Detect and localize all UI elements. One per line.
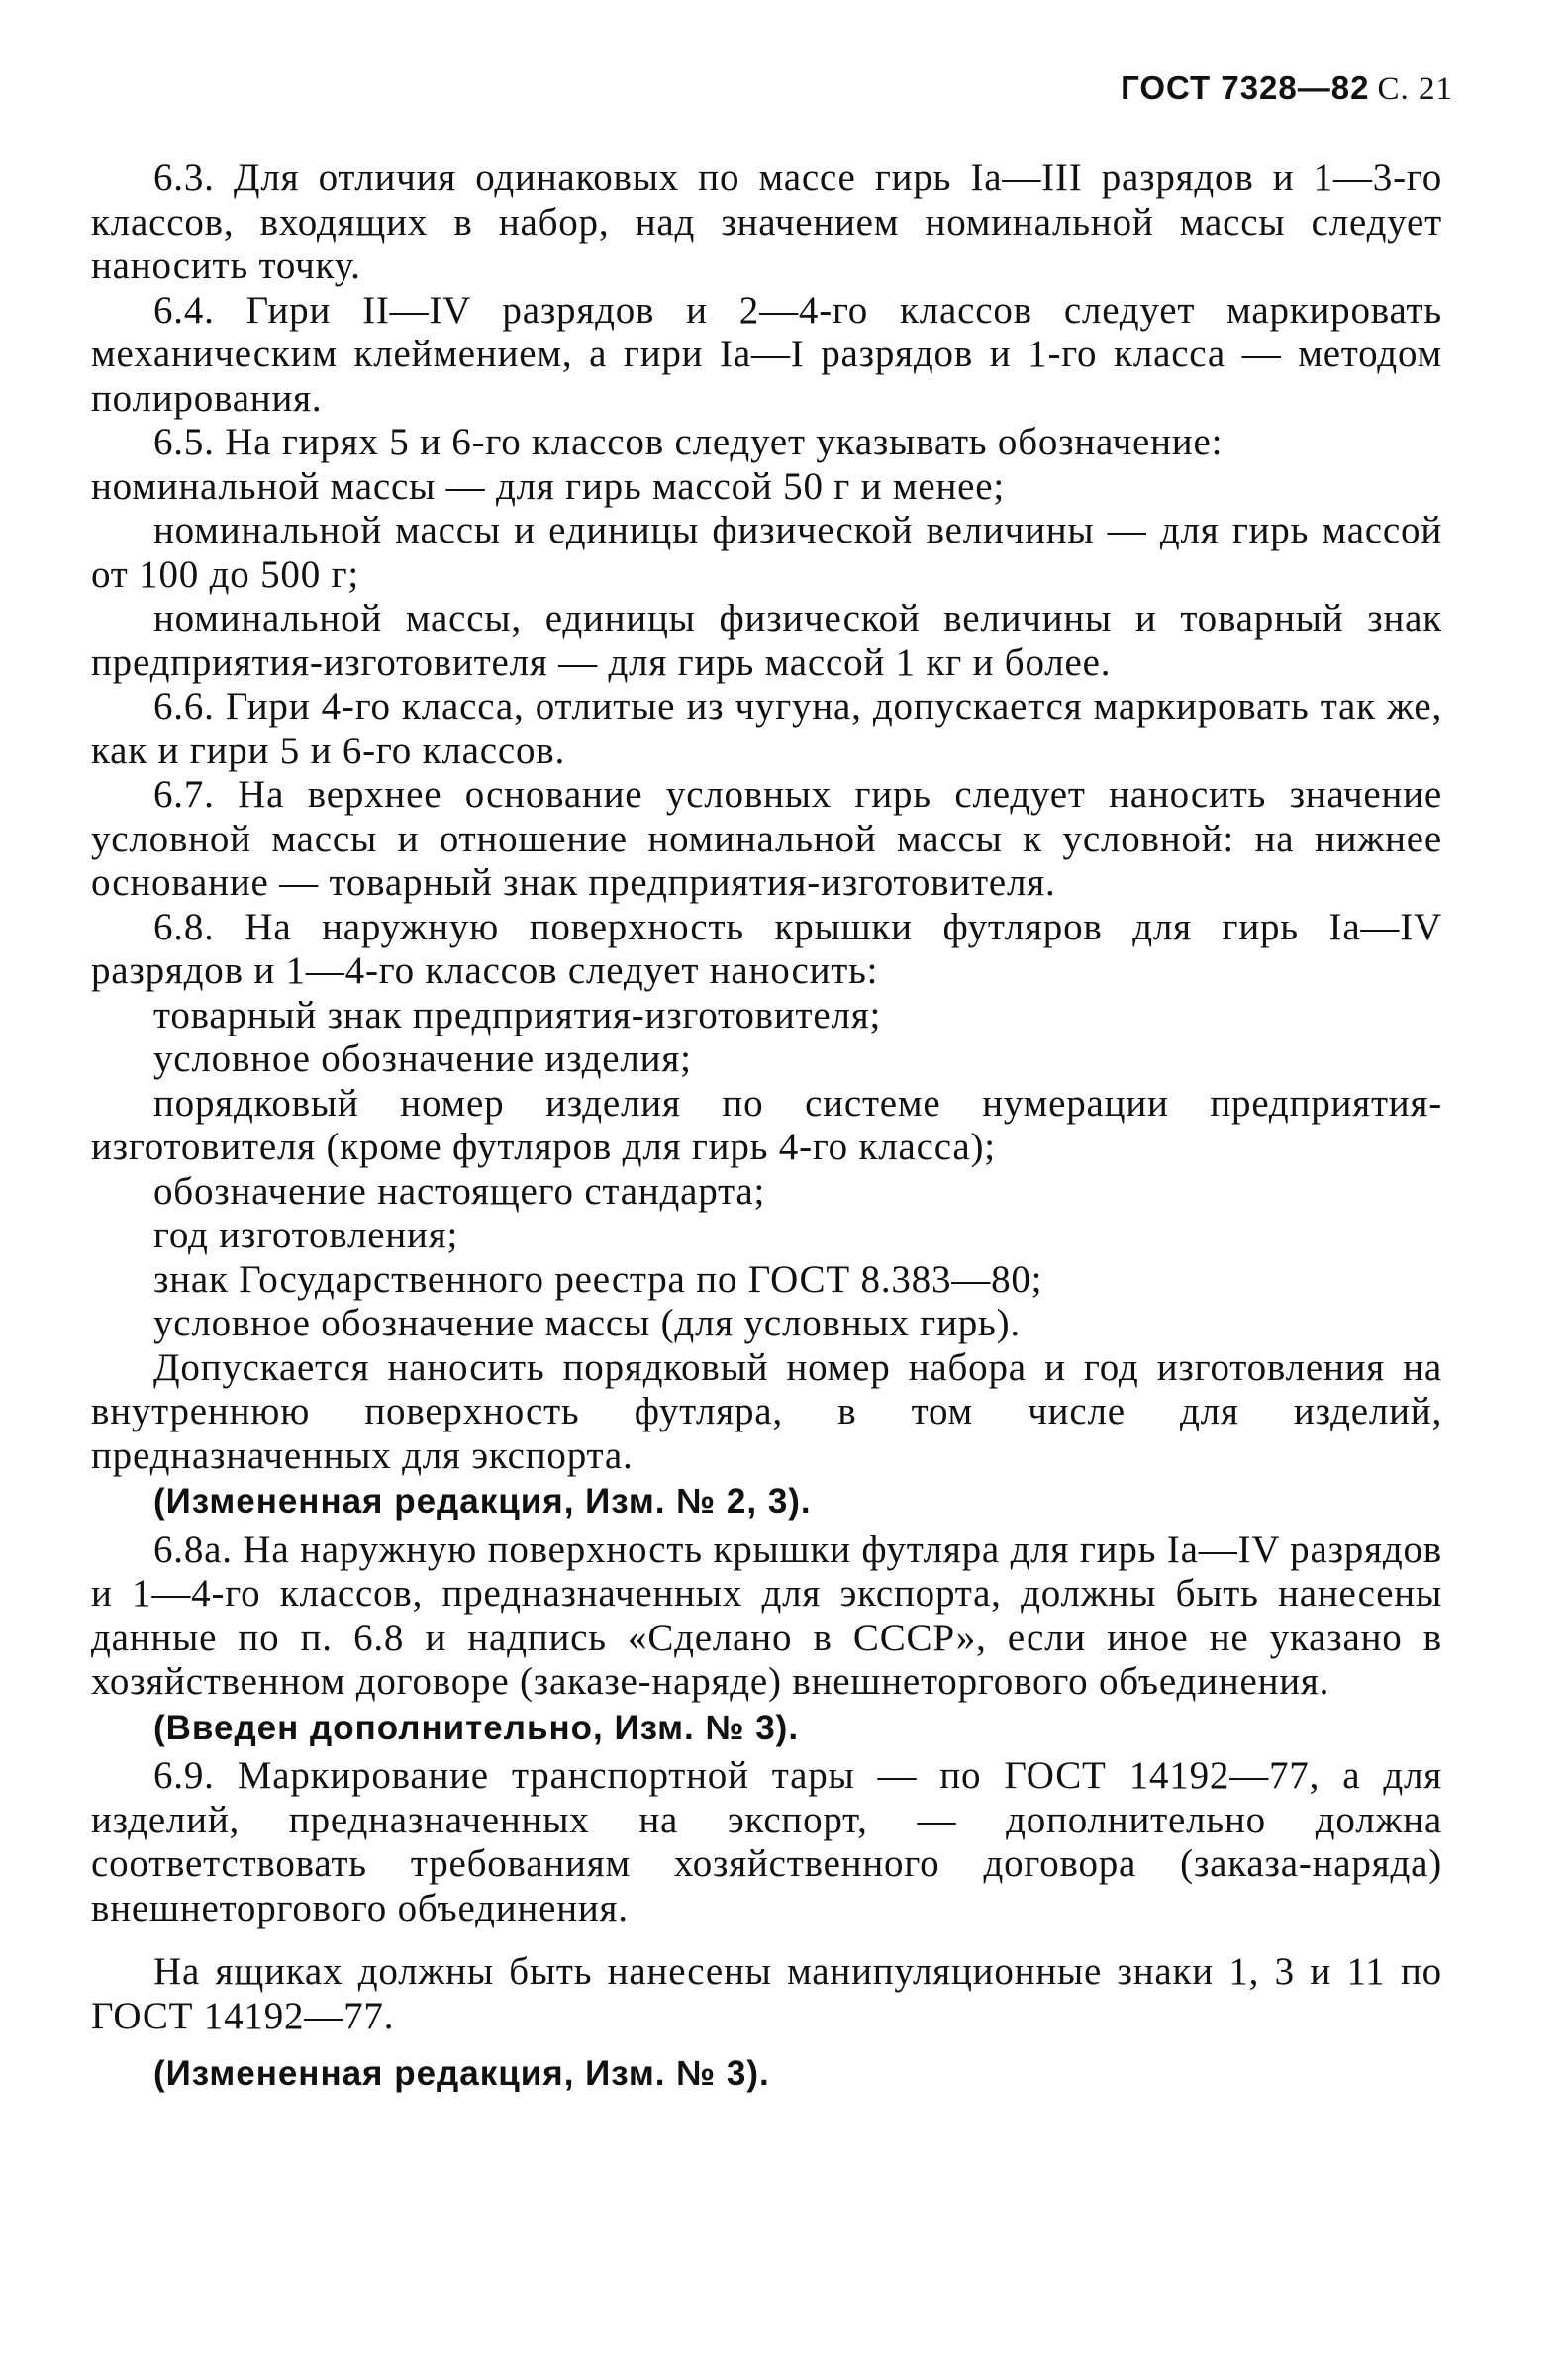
clause-6-6: 6.6. Гири 4-го класса, отлитые из чугуна, допускается маркировать так же, как и гири 5 и 6-го классов. <box>91 685 1442 772</box>
gost-number: ГОСТ 7328—82 <box>1121 69 1370 106</box>
clause-6-8-item: товарный знак предприятия-изготовителя; <box>153 993 882 1036</box>
clause-6-8-item: условное обозначение изделия; <box>153 1037 692 1080</box>
clause-6-3: 6.3. Для отличия одинаковых по массе гирь Iа—III разрядов и 1—3-го классов, входящих в набор, над значением номинальной массы следует наносить точку. <box>91 156 1442 287</box>
clause-6-9-extra: На ящиках должны быть нанесены манипуляционные знаки 1, 3 и 11 по ГОСТ 14192—77. <box>91 1950 1442 2037</box>
amendment-note: (Измененная редакция, Изм. № 3). <box>153 2054 770 2093</box>
clause-6-8-extra: Допускается наносить порядковый номер набора и год изготовления на внутреннюю поверхность футляра, в том числе для изделий, предназначенных для экспорта. <box>91 1345 1442 1477</box>
clause-6-5-item: номинальной массы — для гирь массой 50 г и менее; <box>91 464 1005 508</box>
clause-6-9: 6.9. Маркирование транспортной тары — по ГОСТ 14192—77, а для изделий, предназначенных на экспорт, — дополнительно должна соответствовать требованиям хозяйственного договора (заказа-наряда) внешнеторгового объединения. <box>91 1754 1442 1929</box>
clause-6-4: 6.4. Гири II—IV разрядов и 2—4-го классов следует маркировать механическим клеймением, а гири Iа—I разрядов и 1-го класса — методом полирования. <box>91 288 1442 420</box>
clause-6-8-item: обозначение настоящего стандарта; <box>153 1169 766 1213</box>
clause-6-7: 6.7. На верхнее основание условных гирь следует наносить значение условной массы и отношение номинальной массы к условной: на нижнее основание — товарный знак предприятия-изготовителя. <box>91 773 1442 904</box>
document-body <box>91 156 1442 2101</box>
page-number: С. 21 <box>1377 71 1453 107</box>
amendment-note: (Введен дополнительно, Изм. № 3). <box>153 1708 800 1747</box>
clause-6-8-item: порядковый номер изделия по системе нумерации предприятия-изготовителя (кроме футляров для гирь 4-го класса); <box>91 1081 1442 1168</box>
clause-6-8-item: условное обозначение массы (для условных гирь). <box>153 1302 1021 1344</box>
clause-6-8-item: знак Государственного реестра по ГОСТ 8.383—80; <box>153 1257 1043 1301</box>
page-header <box>1121 69 1453 108</box>
clause-6-5-intro: 6.5. На гирях 5 и 6-го классов следует указывать обозначение: <box>153 421 1224 463</box>
amendment-note: (Измененная редакция, Изм. № 2, 3). <box>153 1482 812 1521</box>
clause-6-8a: 6.8а. На наружную поверхность крышки футляра для гирь Iа—IV разрядов и 1—4-го классов, предназначенных для экспорта, должны быть нанесены данные по п. 6.8 и надпись «Сделано в СССР», если иное не указано в хозяйственном договоре (заказе-наряде) внешнеторгового объединения. <box>91 1528 1442 1703</box>
clause-6-5-item: номинальной массы, единицы физической величины и товарный знак предприятия-изготовителя — для гирь массой 1 кг и более. <box>91 597 1442 684</box>
clause-6-5-item: номинальной массы и единицы физической величины — для гирь массой от 100 до 500 г; <box>91 509 1442 596</box>
clause-6-8-item: год изготовления; <box>153 1214 459 1256</box>
clause-6-8-intro: 6.8. На наружную поверхность крышки футляров для гирь Iа—IV разрядов и 1—4-го классов следует наносить: <box>91 905 1442 992</box>
